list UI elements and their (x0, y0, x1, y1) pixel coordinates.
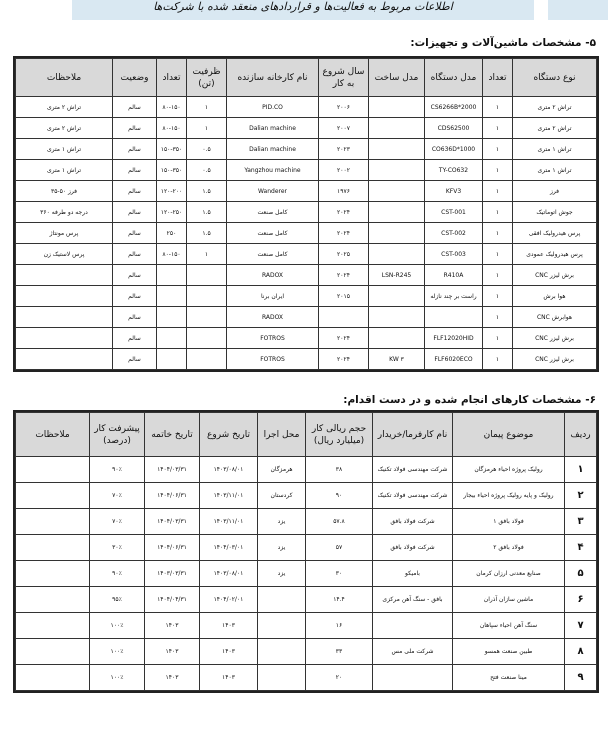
table-cell: PID.CO (227, 97, 319, 118)
table-cell: کردستان (258, 483, 306, 509)
table-cell: ۱۴۰۳/۰۸/۰۱ (200, 457, 258, 483)
table-cell (16, 483, 90, 509)
column-header: نام کارفرما/خریدار (373, 413, 453, 457)
table-cell: ۵۷ (306, 535, 373, 561)
table-cell: ۱ (483, 139, 513, 160)
table-cell: ۶ (565, 587, 597, 613)
table-cell: KFV3 (425, 181, 483, 202)
table-cell: جوش اتوماتیک (513, 202, 597, 223)
table-cell: یزد (258, 535, 306, 561)
table-row (16, 265, 597, 286)
table-cell: صنایع معدنی ارزان کرمان (453, 561, 565, 587)
table-cell: ۲۰۰۲ (319, 160, 369, 181)
table-cell: تراش ۲ متری (16, 118, 113, 139)
table-cell: ۲ (565, 483, 597, 509)
table-cell (16, 535, 90, 561)
table-cell: ۱۴۰۳ (200, 665, 258, 691)
table-cell: رولیک پروژه احیاء هرمزگان (453, 457, 565, 483)
table-cell: ۱۴۰۴/۰۳/۳۱ (145, 509, 200, 535)
table-cell: سالم (113, 181, 157, 202)
table-row (16, 181, 597, 202)
table-cell: ۱ (483, 265, 513, 286)
table-cell: LSN-R245 (369, 265, 425, 286)
table-cell: ۱ (483, 202, 513, 223)
table-cell: سالم (113, 202, 157, 223)
table-cell (157, 286, 187, 307)
table-row (16, 202, 597, 223)
table-cell: ۹۵٪ (90, 587, 145, 613)
table-row (16, 139, 597, 160)
table-cell: Dalian machine (227, 118, 319, 139)
table-cell: ۲۰۲۴ (319, 328, 369, 349)
table-row (16, 349, 597, 370)
table-cell: ۳۳ (306, 639, 373, 665)
table-cell: FOTROS (227, 349, 319, 370)
table-cell (187, 349, 227, 370)
table-cell: ۲۰۰۶ (319, 97, 369, 118)
table-cell: ۱۹۷۶ (319, 181, 369, 202)
table-cell: سالم (113, 244, 157, 265)
machines-table (15, 58, 597, 370)
table-cell: ۸ (565, 639, 597, 665)
table-cell: ۰.۵ (187, 139, 227, 160)
table-cell: سالم (113, 286, 157, 307)
table-cell: ۸۰-۱۵۰ (157, 118, 187, 139)
table-cell: ۱۵۰-۳۵۰ (157, 139, 187, 160)
table-cell: ۵ (565, 561, 597, 587)
table-cell: تراش ۲ متری (513, 118, 597, 139)
table-cell (16, 265, 113, 286)
table-cell: برش لیزر CNC (513, 349, 597, 370)
table-cell: ۱ (483, 307, 513, 328)
table-cell: ۱۴۰۴/۰۳/۳۱ (145, 457, 200, 483)
table-cell (425, 307, 483, 328)
section6-heading: ۶- مشخصات کارهای انجام شده و در دست اقدام: (343, 394, 596, 406)
table-cell: CO636D*1000 (425, 139, 483, 160)
table-cell (16, 587, 90, 613)
table-cell (16, 307, 113, 328)
table-cell: ۱۵۰-۳۵۰ (157, 160, 187, 181)
table-cell: تراش ۲ متری (16, 97, 113, 118)
table-cell: ۱ (483, 223, 513, 244)
table-cell: شرکت ملی مس (373, 639, 453, 665)
table-cell: ۱ (483, 181, 513, 202)
page-banner: اطلاعات مربوط به فعالیت‌ها و قراردادهای منعقد شده با شرکت‌ها (72, 0, 534, 20)
table-cell: سالم (113, 349, 157, 370)
table-cell: ۸۰-۱۵۰ (157, 244, 187, 265)
table-cell: مینا صنعت فتح (453, 665, 565, 691)
table-row (16, 535, 597, 561)
table-cell: درجه دو طرفه ۳۶۰ (16, 202, 113, 223)
table-cell: ۲۰۰۷ (319, 118, 369, 139)
table-cell (16, 613, 90, 639)
table-cell (258, 639, 306, 665)
table-cell: ۹۰٪ (90, 561, 145, 587)
table-cell (369, 202, 425, 223)
table-cell: فولاد بافق ۱ (453, 509, 565, 535)
table-cell (369, 181, 425, 202)
table-cell: شرکت فولاد بافق (373, 535, 453, 561)
table-cell: ۱ (483, 244, 513, 265)
table-cell: TY-CO632 (425, 160, 483, 181)
table-cell: ۱۴۰۴/۰۴/۳۱ (145, 587, 200, 613)
table-cell: CST-001 (425, 202, 483, 223)
table-cell: هوابرش CNC (513, 307, 597, 328)
table-cell: برش لیزر CNC (513, 328, 597, 349)
table-cell: ۱۰۰٪ (90, 665, 145, 691)
table-cell: ماشین سازان آذران (453, 587, 565, 613)
column-header: محل اجرا (258, 413, 306, 457)
table-row (16, 118, 597, 139)
table-row (16, 160, 597, 181)
table-cell: ۲۰۲۴ (319, 349, 369, 370)
table-cell: سالم (113, 97, 157, 118)
table-row (16, 244, 597, 265)
column-header: تاریخ شروع (200, 413, 258, 457)
table-cell: ۹۰ (306, 483, 373, 509)
table-cell: ۷۰٪ (90, 483, 145, 509)
table-cell: ۱ (187, 97, 227, 118)
table-cell (16, 509, 90, 535)
table-cell: فرز (513, 181, 597, 202)
table-cell: ۱ (483, 118, 513, 139)
table-row (16, 639, 597, 665)
table-cell: CS6266B*2000 (425, 97, 483, 118)
table-cell (369, 139, 425, 160)
table-cell: ۱.۵ (187, 202, 227, 223)
column-header: مدل دستگاه (425, 59, 483, 97)
table-row (16, 286, 597, 307)
table-row (16, 223, 597, 244)
table-cell (187, 328, 227, 349)
table-cell: ۳۰ (306, 561, 373, 587)
table-cell (16, 561, 90, 587)
table-cell: ۴ (565, 535, 597, 561)
table-cell: کامل صنعت (227, 202, 319, 223)
table-cell: ۷ (565, 613, 597, 639)
table-cell: CDS62500 (425, 118, 483, 139)
table-cell: ۱۲۰-۲۵۰ (157, 202, 187, 223)
table-cell: FOTROS (227, 328, 319, 349)
table-cell (319, 307, 369, 328)
column-header: تعداد (157, 59, 187, 97)
table-cell: ۱۴۰۳ (145, 665, 200, 691)
table-cell: ایران برنا (227, 286, 319, 307)
table-cell: ۲۵۰ (157, 223, 187, 244)
table-cell: CST-002 (425, 223, 483, 244)
table-cell: ۲۰۱۵ (319, 286, 369, 307)
table-cell: هرمزگان (258, 457, 306, 483)
table-cell (16, 328, 113, 349)
table-cell (157, 265, 187, 286)
table-cell: ۵۷.۸ (306, 509, 373, 535)
table-cell: فولاد بافق ۲ (453, 535, 565, 561)
table-row (16, 561, 597, 587)
table-cell: ۲۰۲۴ (319, 202, 369, 223)
table-cell (157, 328, 187, 349)
column-header: حجم ریالی کار (میلیارد ریال) (306, 413, 373, 457)
table-cell: سالم (113, 223, 157, 244)
table-cell: ۳۸ (306, 457, 373, 483)
table-cell (16, 457, 90, 483)
table-cell: بامیکو (373, 561, 453, 587)
column-header: موضوع پیمان (453, 413, 565, 457)
projects-table (15, 412, 597, 691)
table-cell: ۱۰۰٪ (90, 639, 145, 665)
table-cell: سنگ آهن احیاء سپاهان (453, 613, 565, 639)
table-row (16, 307, 597, 328)
table-row (16, 613, 597, 639)
table-cell: ۱ (565, 457, 597, 483)
table-cell: سالم (113, 307, 157, 328)
table-cell: راست بر چند نازله (425, 286, 483, 307)
table-cell: ۱۴.۴ (306, 587, 373, 613)
table-cell: کامل صنعت (227, 223, 319, 244)
table-cell: ۱۴۰۳/۰۸/۰۱ (200, 561, 258, 587)
table-cell: یزد (258, 509, 306, 535)
table-cell: FLF6020ECO (425, 349, 483, 370)
table-cell: ۹۰٪ (90, 457, 145, 483)
table-cell: پرس هیدرولیک عمودی (513, 244, 597, 265)
table-cell: شرکت مهندسی فولاد تکنیک (373, 457, 453, 483)
table-cell: ۱ (483, 286, 513, 307)
table-cell: ۱۲۰-۲۰۰ (157, 181, 187, 202)
section5-heading: ۵- مشخصات ماشین‌آلات و تجهیزات: (410, 37, 596, 49)
table-cell: FLF12020HID (425, 328, 483, 349)
table-cell: تراش ۱ متری (16, 139, 113, 160)
column-header: مدل ساخت (369, 59, 425, 97)
table-cell: Yangzhou machine (227, 160, 319, 181)
table-cell: ۱۴۰۳ (145, 639, 200, 665)
table-cell (369, 286, 425, 307)
table-cell: یزد (258, 561, 306, 587)
table-cell: سالم (113, 160, 157, 181)
table-cell (258, 665, 306, 691)
column-header: نام کارخانه سازنده (227, 59, 319, 97)
table-cell: سالم (113, 265, 157, 286)
column-header: ملاحظات (16, 59, 113, 97)
table-cell: ۱۰۰٪ (90, 613, 145, 639)
table-cell: سالم (113, 139, 157, 160)
table-cell: فرز ۵۰-۳۵ (16, 181, 113, 202)
table-cell (16, 286, 113, 307)
table-cell: هوا برش (513, 286, 597, 307)
table-cell (187, 307, 227, 328)
table-cell: ۱.۵ (187, 223, 227, 244)
table-cell: CST-003 (425, 244, 483, 265)
table-cell: ۱۴۰۴/۰۲/۰۱ (200, 587, 258, 613)
table-cell: ۲۰۲۵ (319, 244, 369, 265)
table-cell: پرس مونتاژ (16, 223, 113, 244)
table-cell (369, 307, 425, 328)
table-cell (187, 286, 227, 307)
table-cell: کامل صنعت (227, 244, 319, 265)
table-cell: ۱ (483, 349, 513, 370)
table-cell: پرس لاستیک زن (16, 244, 113, 265)
table-cell: برش لیزر CNC (513, 265, 597, 286)
table-cell: ۷۰٪ (90, 509, 145, 535)
table-cell: ۱۴۰۳/۱۱/۰۱ (200, 483, 258, 509)
table-cell: تراش ۲ متری (513, 97, 597, 118)
table-cell: ۱۴۰۳ (200, 613, 258, 639)
table-cell: بافق - سنگ آهن مرکزی (373, 587, 453, 613)
table-cell: ۱۴۰۴/۰۶/۳۱ (145, 483, 200, 509)
column-header: نوع دستگاه (513, 59, 597, 97)
table-row (16, 328, 597, 349)
table-cell: ۱ (483, 160, 513, 181)
column-header: تعداد (483, 59, 513, 97)
table-cell: Dalian machine (227, 139, 319, 160)
table-cell: ۲۰۲۴ (319, 223, 369, 244)
table-row (16, 483, 597, 509)
table-cell: ۱۴۰۳ (145, 613, 200, 639)
table-cell: ۱۴۰۴/۰۳/۰۱ (200, 535, 258, 561)
column-header: پیشرفت کار (درصد) (90, 413, 145, 457)
table-cell: RADOX (227, 265, 319, 286)
table-cell: سالم (113, 328, 157, 349)
table-cell: پرس هیدرولیک افقی (513, 223, 597, 244)
table-cell: ۱ (187, 118, 227, 139)
table-cell (373, 665, 453, 691)
table-cell: شرکت مهندسی فولاد تکنیک (373, 483, 453, 509)
table-row (16, 509, 597, 535)
table-cell (16, 665, 90, 691)
table-cell: سالم (113, 118, 157, 139)
banner-block (548, 0, 608, 20)
table-cell: Wanderer (227, 181, 319, 202)
table-cell: ۱۴۰۴/۰۶/۳۱ (145, 535, 200, 561)
table-row (16, 457, 597, 483)
table-cell (369, 223, 425, 244)
table-cell (369, 328, 425, 349)
table-cell: طبین صنعت همسو (453, 639, 565, 665)
table-cell: ۱ (483, 328, 513, 349)
table-cell: تراش ۱ متری (513, 139, 597, 160)
table-cell (258, 587, 306, 613)
table-cell: ۰.۵ (187, 160, 227, 181)
table-cell: ۱۶ (306, 613, 373, 639)
table-cell (157, 307, 187, 328)
table-cell: ۲۰۲۳ (319, 139, 369, 160)
column-header: سال شروع به کار (319, 59, 369, 97)
table-cell: ۱۴۰۳/۱۱/۰۱ (200, 509, 258, 535)
table-cell: ۳ (565, 509, 597, 535)
table-cell (369, 97, 425, 118)
table-cell (16, 349, 113, 370)
table-cell: R410A (425, 265, 483, 286)
table-cell: RADOX (227, 307, 319, 328)
table-cell: ۱ (483, 97, 513, 118)
table-cell: تراش ۱ متری (513, 160, 597, 181)
table-cell: ۲۰ (306, 665, 373, 691)
table-cell: ۲۰۲۴ (319, 265, 369, 286)
table-cell (16, 639, 90, 665)
table-cell: رولیک و پایه رولیک پروژه احیاء بیجار (453, 483, 565, 509)
table-row (16, 587, 597, 613)
table-cell: ۱ (187, 244, 227, 265)
column-header: ظرفیت (تن) (187, 59, 227, 97)
column-header: وضعیت (113, 59, 157, 97)
table-row (16, 665, 597, 691)
table-cell: ۸۰-۱۵۰ (157, 97, 187, 118)
table-cell: تراش ۱ متری (16, 160, 113, 181)
table-cell (369, 244, 425, 265)
table-cell: ۱۴۰۳/۰۳/۳۱ (145, 561, 200, 587)
table-cell (157, 349, 187, 370)
column-header: ردیف (565, 413, 597, 457)
table-cell: ۹ (565, 665, 597, 691)
table-cell (373, 613, 453, 639)
table-cell: ۱۴۰۳ (200, 639, 258, 665)
table-cell (369, 118, 425, 139)
table-row (16, 97, 597, 118)
table-cell (258, 613, 306, 639)
column-header: تاریخ خاتمه (145, 413, 200, 457)
table-cell: ۳۰٪ (90, 535, 145, 561)
table-cell: ۳ KW (369, 349, 425, 370)
table-cell: شرکت فولاد بافق (373, 509, 453, 535)
column-header: ملاحظات (16, 413, 90, 457)
table-cell (369, 160, 425, 181)
table-cell (187, 265, 227, 286)
table-cell: ۱.۵ (187, 181, 227, 202)
